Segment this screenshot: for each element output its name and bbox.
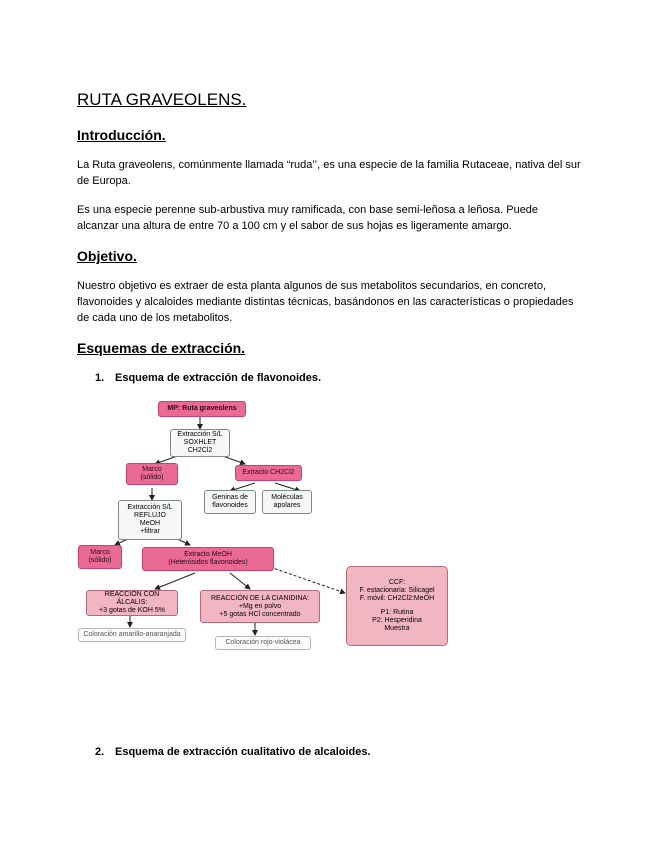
node-label: apolares xyxy=(273,502,301,509)
objetivo-paragraph: Nuestro objetivo es extraer de esta planta algunos de sus metabolitos secundarios, en concreto, flavonoides y alcaloides mediante distintas técnicas, basándonos en las características o propiedades de cada uno de los metabolitos. xyxy=(77,280,574,324)
node-reaccion-alcalis xyxy=(86,590,178,616)
heading-introduccion: Introducción. xyxy=(77,127,166,143)
intro-paragraph-1: La Ruta graveolens, comúnmente llamada “ruda’’, es una especie de la familia Rutaceae, nativa del sur de Europa. xyxy=(77,159,581,187)
node-mp-ruta xyxy=(158,401,246,417)
node-ccf xyxy=(346,566,448,646)
list-item-label: Esquema de extracción cualitativo de alcaloides. xyxy=(115,746,371,758)
node-label: Moléculas xyxy=(271,494,303,501)
heading-esquemas: Esquemas de extracción. xyxy=(77,340,246,356)
node-label: Marco xyxy=(142,466,162,473)
node-label: Extracción S/L xyxy=(127,504,173,511)
page-title: RUTA GRAVEOLENS. xyxy=(77,90,247,109)
node-extracto-ch2cl2 xyxy=(235,465,302,481)
list-item-label: Esquema de extracción de flavonoides. xyxy=(115,372,322,384)
node-label: (Heterósidos flavonoides) xyxy=(168,559,248,566)
node-label: Extracto CH2Cl2 xyxy=(242,469,295,476)
node-label: P1: Rutina xyxy=(380,609,414,616)
node-label: Coloración rojo-violácea xyxy=(225,639,301,646)
node-coloracion-amarillo xyxy=(78,628,186,642)
node-label: MP: Ruta graveolens xyxy=(167,405,237,412)
node-label: F. móvil: CH2Cl2:MeOH xyxy=(359,595,435,602)
node-geninas xyxy=(204,490,256,514)
node-label: CH2Cl2 xyxy=(187,447,213,454)
node-label: Extracción S/L xyxy=(177,431,223,438)
node-label: (sólido) xyxy=(88,557,112,564)
node-label: (sólido) xyxy=(140,474,164,481)
node-label: MeOH xyxy=(139,520,161,527)
node-label: Geninas de xyxy=(212,494,248,501)
node-label: SOXHLET xyxy=(183,439,217,446)
node-label: Coloración amarillo-anaranjada xyxy=(83,631,181,638)
node-label: flavonoides xyxy=(212,502,248,509)
list-item xyxy=(95,372,321,384)
node-reflujo xyxy=(118,500,182,540)
node-label: REACCIÓN DE LA CIANIDINA: xyxy=(210,594,310,602)
node-label: +Mg en polvo xyxy=(238,602,282,610)
node-label: REACCIÓN CON ÁLCALIS: xyxy=(104,591,160,606)
node-label: CCF: xyxy=(388,579,406,586)
node-label: Extracto MeOH xyxy=(184,551,232,558)
node-label: F. estacionaria: Silicagel xyxy=(359,587,435,594)
node-soxhlet xyxy=(170,429,230,457)
list-item xyxy=(95,746,371,758)
flavonoid-extraction-diagram xyxy=(70,393,470,663)
node-label: REFLUJO xyxy=(134,512,166,519)
node-moleculas xyxy=(262,490,312,514)
heading-objetivo: Objetivo. xyxy=(77,248,137,264)
node-extracto-meoh xyxy=(142,547,274,571)
list-number: 1. xyxy=(95,372,105,384)
node-label: Muestra xyxy=(384,625,410,632)
node-marco-2 xyxy=(78,545,122,569)
node-label: +3 gotas de KOH 5% xyxy=(99,607,165,614)
node-reaccion-cianidina xyxy=(200,590,320,623)
list-number: 2. xyxy=(95,746,105,758)
node-marco-1 xyxy=(126,463,178,485)
node-label: +filtrar xyxy=(140,528,160,535)
node-label: Marco xyxy=(90,549,110,556)
node-coloracion-rojo xyxy=(215,636,311,650)
node-label: +5 gotas HCl concentrado xyxy=(219,610,301,618)
node-label: P2: Hesperidina xyxy=(372,617,422,624)
intro-paragraph-2: Es una especie perenne sub-arbustiva muy ramificada, con base semi-leñosa a leñosa. Puede alcanzar una altura de entre 70 a 100 cm y el sabor de sus hojas es ligeramente amargo. xyxy=(77,204,539,232)
